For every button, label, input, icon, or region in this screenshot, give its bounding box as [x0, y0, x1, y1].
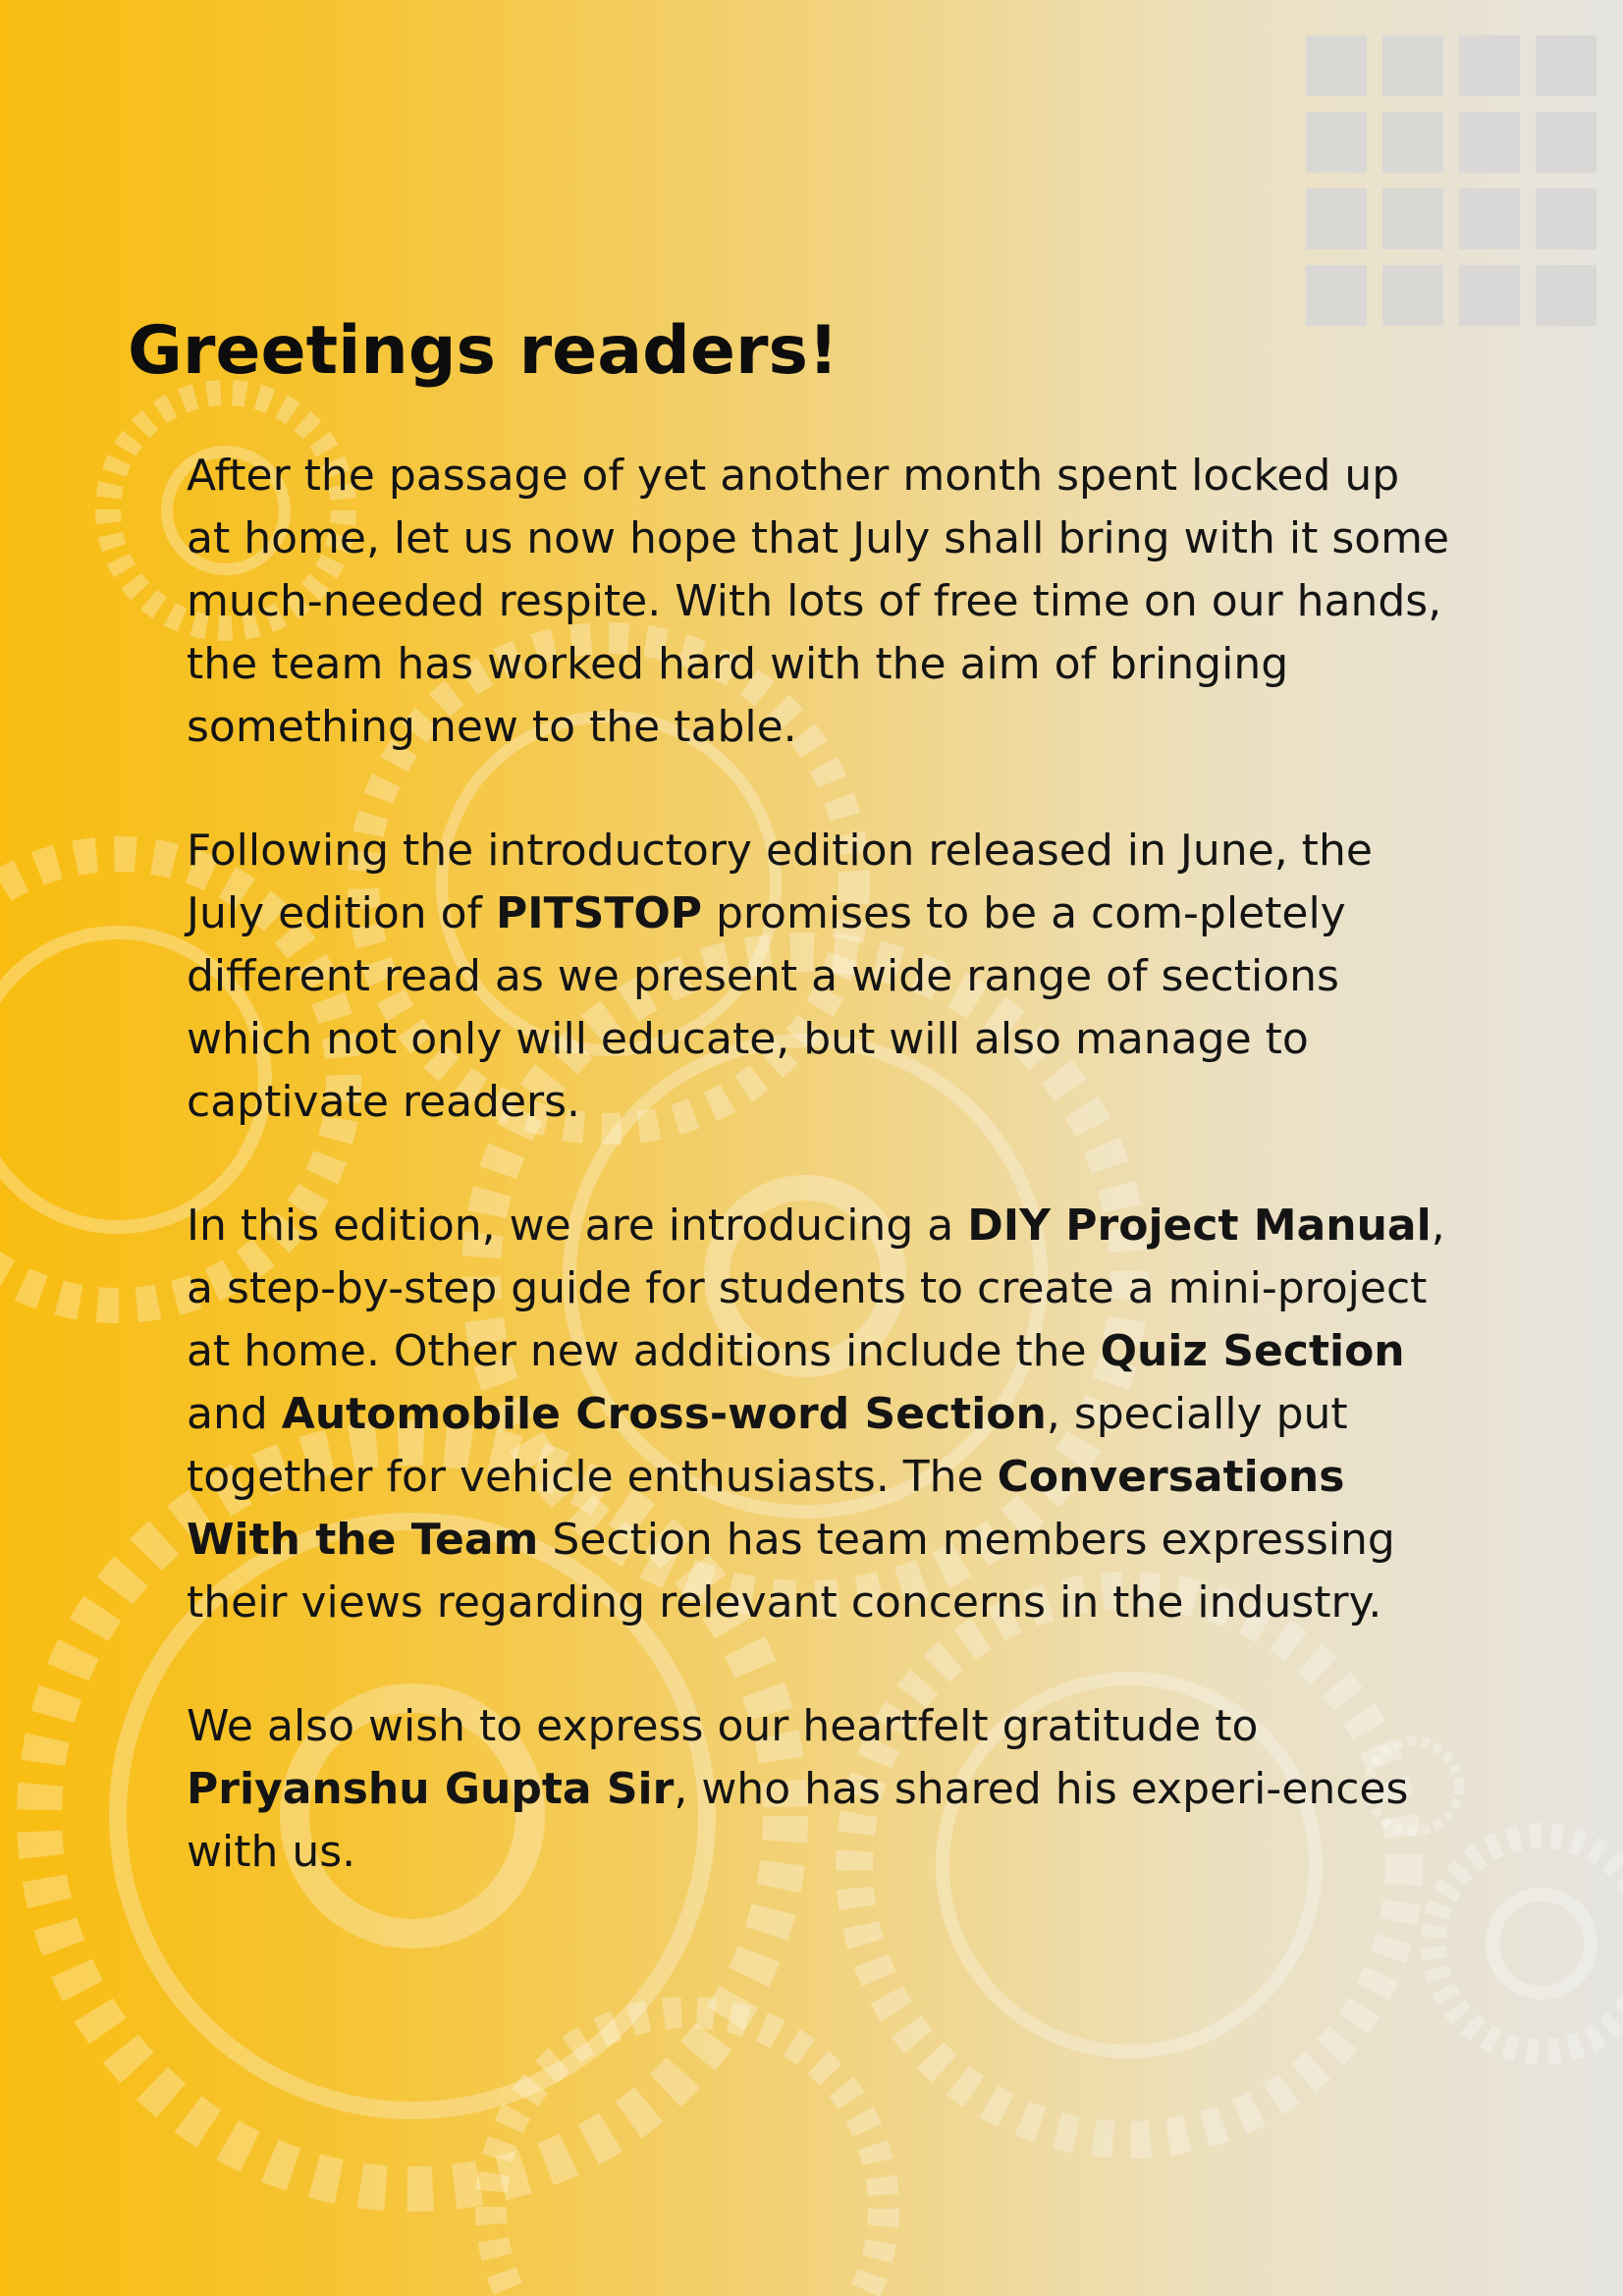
priyanshu-gupta-bold: Priyanshu Gupta Sir [187, 1764, 675, 1814]
paragraph-sections-text-4: , specially put together for vehicle enthusiasts. The [187, 1389, 1348, 1502]
paragraph-edition [187, 820, 1453, 1134]
paragraph-sections-text-2: , a step-by-step guide for students to create a mini-project at home. Other new additions include the [187, 1201, 1445, 1376]
diy-manual-bold: DIY Project Manual [967, 1201, 1432, 1251]
paragraph-gratitude [187, 1695, 1453, 1884]
crossword-section-bold: Automobile Cross-word Section [281, 1389, 1047, 1439]
paragraph-intro [187, 445, 1453, 759]
pitstop-bold: PITSTOP [496, 888, 703, 938]
paragraph-gratitude-text-1: We also wish to express our heartfelt gratitude to [187, 1701, 1259, 1751]
page-title: Greetings readers! [128, 312, 839, 390]
grid-squares-decoration [1306, 35, 1596, 326]
paragraph-intro-text: After the passage of yet another month spent locked up at home, let us now hope that July shall bring with it some much-needed respite. With lots of free time on our hands, the team has worked hard with the aim of bringing something new to the table. [187, 451, 1450, 752]
paragraph-gratitude-text-2: , who has shared his experi-ences with us. [187, 1764, 1409, 1877]
conversations-bold: Conversations With the Team [187, 1452, 1345, 1565]
paragraph-sections-text-3: and [187, 1389, 282, 1439]
paragraph-edition-text-1: Following the introductory edition released in June, the July edition of [187, 826, 1373, 938]
article-body [187, 445, 1453, 1945]
paragraph-sections-text-1: In this edition, we are introducing a [187, 1201, 968, 1251]
quiz-section-bold: Quiz Section [1100, 1326, 1405, 1376]
paragraph-sections [187, 1195, 1453, 1634]
paragraph-sections-text-5: Section has team members expressing their views regarding relevant concerns in the industry. [187, 1515, 1395, 1628]
paragraph-edition-text-2: promises to be a com-pletely different read as we present a wide range of sections which not only will educate, but will also manage to captivate readers. [187, 888, 1346, 1127]
